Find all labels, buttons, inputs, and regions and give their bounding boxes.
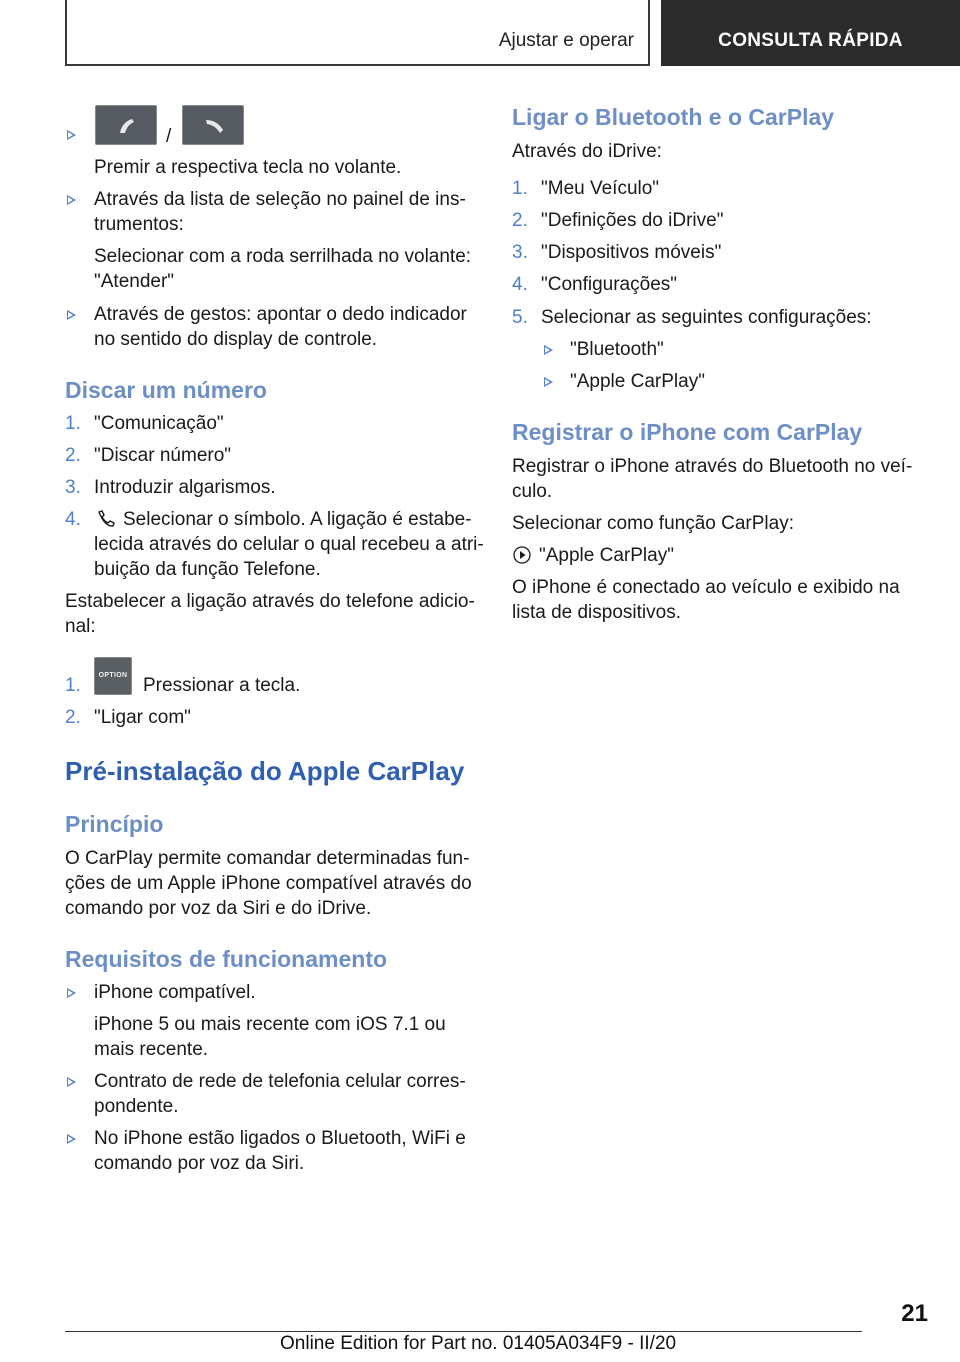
bullet-icon [67, 1077, 76, 1087]
play-circle-icon [512, 545, 532, 570]
list-number: 4. [512, 274, 528, 295]
text-line: culo. [512, 481, 553, 502]
list-number: 2. [65, 707, 81, 728]
list-number: 1. [65, 413, 81, 434]
list-number: 5. [512, 307, 528, 328]
list-number: 2. [512, 210, 528, 231]
list-item: Selecionar as seguintes configurações: [541, 307, 872, 328]
text-line: iPhone 5 ou mais recente com iOS 7.1 ou [94, 1014, 446, 1035]
page-number: 21 [901, 1300, 928, 1327]
option-key-icon [94, 657, 132, 695]
text-line: O CarPlay permite comandar determinadas fun‐ [65, 848, 470, 869]
header-section-title: Ajustar e operar [498, 30, 634, 51]
text-line: "Atender" [94, 271, 175, 292]
text-line: O iPhone é conectado ao veículo e exibido na [512, 577, 900, 598]
header-chapter-title: CONSULTA RÁPIDA [718, 30, 903, 51]
list-item: Pressionar a tecla. [143, 675, 301, 696]
text-line: mais recente. [94, 1039, 209, 1060]
option-key-label: OPTION [98, 672, 128, 679]
text-line: Registrar o iPhone através do Bluetooth no veí‐ [512, 456, 913, 477]
heading-discar: Discar um número [65, 377, 267, 403]
phone-symbol-icon [95, 509, 115, 534]
bullet-icon [67, 195, 76, 205]
bullet-icon [67, 988, 76, 998]
phone-end-key-icon [182, 105, 244, 145]
bullet-icon [67, 1134, 76, 1144]
footer-divider [65, 1331, 862, 1332]
text-line: no sentido do display de controle. [94, 329, 378, 350]
heading-preinstalacao: Pré-instalação do Apple CarPlay [65, 756, 465, 786]
list-number: 3. [65, 477, 81, 498]
list-number: 4. [65, 509, 81, 530]
sub-list-item: "Apple CarPlay" [570, 371, 705, 392]
text-line: Selecionar como função CarPlay: [512, 513, 794, 534]
text-line: nal: [65, 616, 96, 637]
list-item: "Meu Veículo" [541, 178, 660, 199]
list-item: "Ligar com" [94, 707, 191, 728]
header-section-box [65, 0, 650, 66]
list-number: 2. [65, 445, 81, 466]
text-line: Através de gestos: apontar o dedo indicador [94, 304, 467, 325]
heading-registrar: Registrar o iPhone com CarPlay [512, 419, 863, 445]
phone-accept-key-icon [95, 105, 157, 145]
footer-edition: Online Edition for Part no. 01405A034F9 - II/20 [280, 1333, 677, 1354]
bullet-icon [544, 377, 553, 387]
heading-principio: Princípio [65, 811, 164, 837]
text-line: Premir a respectiva tecla no volante. [94, 157, 402, 178]
text-line: comando por voz da Siri. [94, 1153, 305, 1174]
text-line: lista de dispositivos. [512, 602, 681, 623]
text-line: No iPhone estão ligados o Bluetooth, WiFi e [94, 1128, 466, 1149]
key-separator: / [166, 126, 172, 147]
list-item: "Definições do iDrive" [541, 210, 724, 231]
heading-ligar: Ligar o Bluetooth e o CarPlay [512, 104, 835, 130]
text-line: Selecionar com a roda serrilhada no volante: [94, 246, 472, 267]
list-number: 1. [65, 675, 81, 696]
text-line: Através do iDrive: [512, 141, 662, 162]
list-item: "Comunicação" [94, 413, 224, 434]
text-line: iPhone compatível. [94, 982, 256, 1003]
text-line: ções de um Apple iPhone compatível através do [65, 873, 472, 894]
text-line: buição da função Telefone. [94, 559, 321, 580]
header-chapter-tab [661, 0, 960, 66]
text-line: Estabelecer a ligação através do telefone adicio‐ [65, 591, 475, 612]
text-line: comando por voz da Siri e do iDrive. [65, 898, 372, 919]
text-line: Através da lista de seleção no painel de ins‐ [94, 189, 466, 210]
text-line: Contrato de rede de telefonia celular corres‐ [94, 1071, 466, 1092]
bullet-icon [67, 130, 76, 140]
bullet-icon [544, 345, 553, 355]
text-line: pondente. [94, 1096, 179, 1117]
list-item: "Dispositivos móveis" [541, 242, 722, 263]
text-line: "Apple CarPlay" [539, 545, 674, 566]
list-number: 3. [512, 242, 528, 263]
list-item: Introduzir algarismos. [94, 477, 276, 498]
list-item: Selecionar o símbolo. A ligação é estabe‐ [123, 509, 472, 530]
text-line: lecida através do celular o qual recebeu a atri‐ [94, 534, 484, 555]
list-item: "Discar número" [94, 445, 232, 466]
sub-list-item: "Bluetooth" [570, 339, 664, 360]
bullet-icon [67, 310, 76, 320]
list-item: "Configurações" [541, 274, 678, 295]
list-number: 1. [512, 178, 528, 199]
heading-requisitos: Requisitos de funcionamento [65, 946, 388, 972]
text-line: trumentos: [94, 214, 184, 235]
